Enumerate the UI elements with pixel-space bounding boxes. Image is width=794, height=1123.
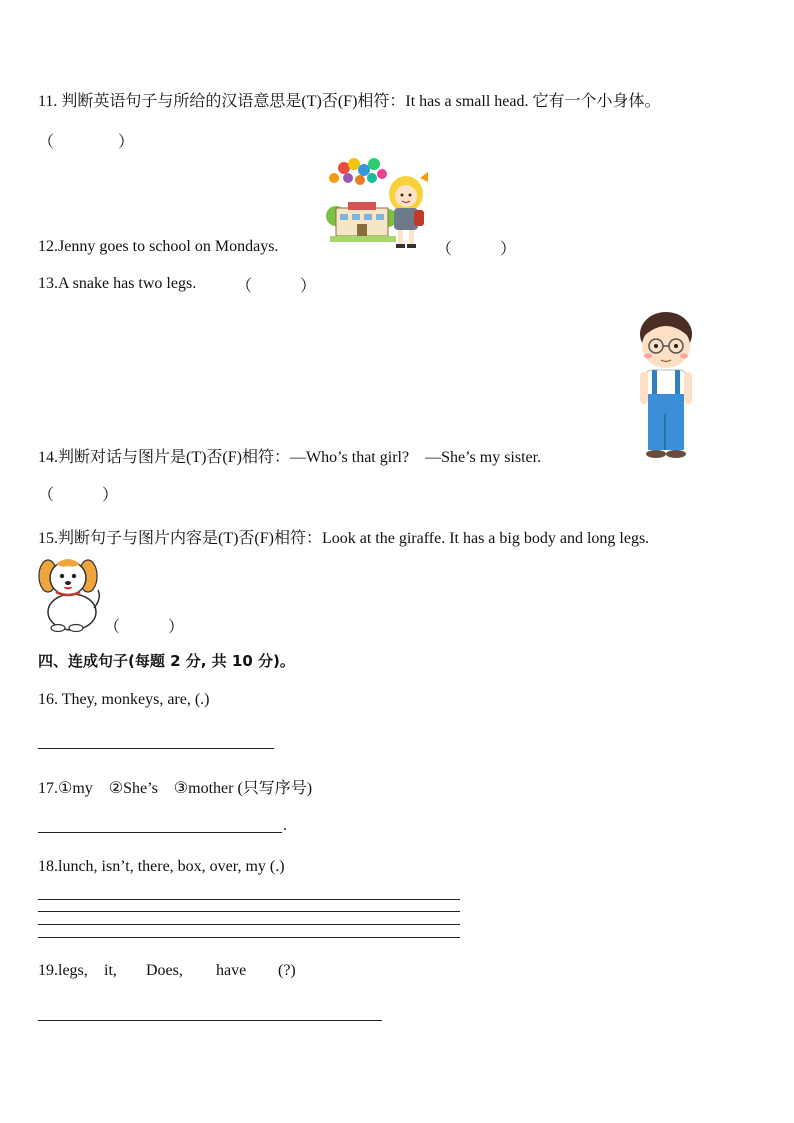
question-15-text: 15.判断句子与图片内容是(T)否(F)相符：Look at the giraffe. It has a big body and long legs. (38, 530, 650, 547)
question-19-text (38, 962, 296, 980)
question-19-word: (?) (278, 962, 296, 979)
boy-with-glasses-illustration (628, 310, 702, 460)
puppy-image (36, 554, 102, 632)
question-18-answer-line[interactable] (38, 911, 460, 912)
school-girl-image (326, 158, 436, 252)
question-17-text: 17.①my ②She’s ③mother (只写序号) (38, 780, 313, 797)
question-17-answer-line[interactable] (38, 832, 282, 833)
question-16-text: 16. They, monkeys, are, (.) (38, 691, 210, 708)
question-17-period: . (283, 817, 287, 834)
question-13-answer-blank[interactable]: （ ） (236, 278, 317, 295)
question-11-answer-blank[interactable]: （ ） (38, 134, 135, 151)
balloons-icon (329, 158, 387, 185)
section-4-heading: 四、连成句子(每题 2 分, 共 10 分)。 (38, 652, 295, 670)
puppy-dog-illustration (36, 554, 102, 632)
question-11-text: 11. 判断英语句子与所给的汉语意思是(T)否(F)相符：It has a small head. 它有一个小身体。 (38, 93, 661, 110)
question-18-answer-line[interactable] (38, 924, 460, 925)
question-13-text: 13.A snake has two legs. (38, 275, 197, 292)
question-15-answer-blank[interactable]: （ ） (104, 619, 185, 636)
question-18-text: 18.lunch, isn’t, there, box, over, my (.) (38, 858, 285, 875)
question-19-word: 19.legs, (38, 962, 88, 979)
question-12-text: 12.Jenny goes to school on Mondays. (38, 238, 279, 255)
school-girl-illustration (326, 158, 436, 252)
question-19-word: it, (104, 962, 117, 979)
question-14-answer-blank[interactable]: （ ） (38, 487, 119, 504)
question-19-word: Does, (146, 962, 183, 979)
question-18-answer-line[interactable] (38, 937, 460, 938)
question-14-text: 14.判断对话与图片是(T)否(F)相符：—Who’s that girl? —She’s my sister. (38, 449, 542, 466)
question-12-answer-blank[interactable]: （ ） (436, 241, 517, 258)
question-18-answer-line[interactable] (38, 899, 460, 900)
boy-image (628, 310, 702, 460)
question-16-answer-line[interactable] (38, 748, 274, 749)
question-19-answer-line[interactable] (38, 1020, 382, 1021)
question-19-word: have (216, 962, 247, 979)
